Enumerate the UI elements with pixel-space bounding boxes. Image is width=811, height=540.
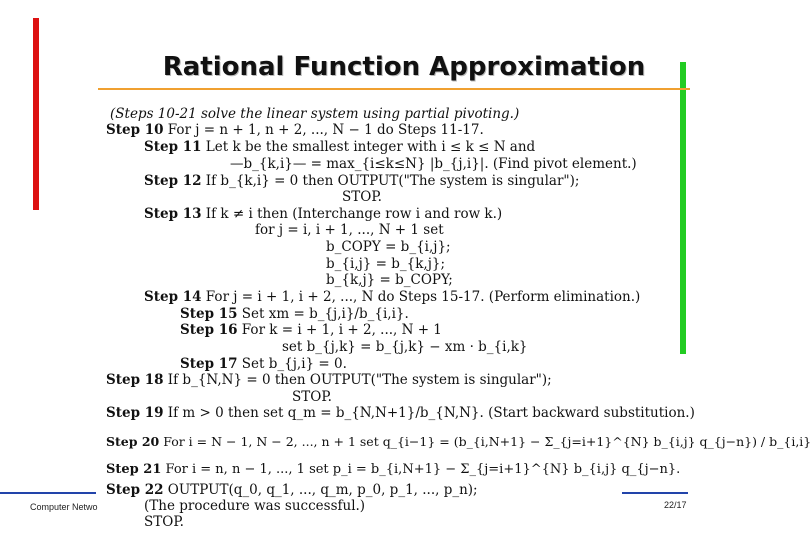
algorithm-line: STOP.: [292, 389, 332, 405]
algorithm-line: Step 15 Set xm = b_{j,i}/b_{i,i}.: [180, 306, 409, 322]
algorithm-line: Step 16 For k = i + 1, i + 2, ..., N + 1: [180, 322, 442, 338]
algorithm-line: Step 17 Set b_{j,i} = 0.: [180, 356, 347, 372]
algorithm-line: Step 13 If k ≠ i then (Interchange row i and row k.): [144, 206, 503, 222]
algorithm-line: (The procedure was successful.): [144, 498, 366, 514]
algorithm-line: b_COPY = b_{i,j};: [326, 239, 451, 255]
algorithm-line: Step 12 If b_{k,i} = 0 then OUTPUT("The system is singular");: [144, 173, 580, 189]
green-accent-bar: [680, 62, 686, 354]
footer-course-name: Computer Netwo: [30, 502, 98, 512]
algorithm-line: b_{i,j} = b_{k,j};: [326, 256, 446, 272]
algorithm-line: Step 10 For j = n + 1, n + 2, ..., N − 1 do Steps 11-17.: [106, 122, 484, 138]
slide-title: Rational Function Approximation: [162, 52, 646, 82]
page-number: 22/17: [664, 500, 687, 510]
algorithm-line: Step 19 If m > 0 then set q_m = b_{N,N+1}/b_{N,N}. (Start backward substitution.): [106, 405, 695, 421]
algorithm-line: (Steps 10-21 solve the linear system using partial pivoting.): [110, 106, 520, 122]
algorithm-line: Step 22 OUTPUT(q_0, q_1, ..., q_m, p_0, p_1, ..., p_n);: [106, 482, 478, 498]
algorithm-line: STOP.: [342, 189, 382, 205]
title-underline: [98, 88, 690, 90]
algorithm-line: set b_{j,k} = b_{j,k} − xm · b_{i,k}: [282, 339, 528, 355]
algorithm-line: STOP.: [144, 514, 184, 530]
algorithm-line: Step 18 If b_{N,N} = 0 then OUTPUT("The system is singular");: [106, 372, 552, 388]
algorithm-line: Step 21 For i = n, n − 1, ..., 1 set p_i = b_{i,N+1} − Σ_{j=i+1}^{N} b_{i,j} q_{j−n}.: [106, 462, 681, 477]
algorithm-line: for j = i, i + 1, ..., N + 1 set: [255, 222, 444, 238]
algorithm-line: Step 11 Let k be the smallest integer with i ≤ k ≤ N and: [144, 139, 536, 155]
algorithm-line: Step 20 For i = N − 1, N − 2, ..., n + 1 set q_{i−1} = (b_{i,N+1} − Σ_{j=i+1}^{N} b_{i,j} q_{j−n}) / b_{i,i}: [106, 434, 811, 449]
red-accent-bar: [33, 18, 39, 210]
footer-rule-left: [0, 492, 96, 494]
algorithm-line: b_{k,j} = b_COPY;: [326, 272, 453, 288]
algorithm-line: —b_{k,i}— = max_{i≤k≤N} |b_{j,i}|. (Find pivot element.): [230, 156, 637, 172]
algorithm-line: Step 14 For j = i + 1, i + 2, ..., N do Steps 15-17. (Perform elimination.): [144, 289, 641, 305]
